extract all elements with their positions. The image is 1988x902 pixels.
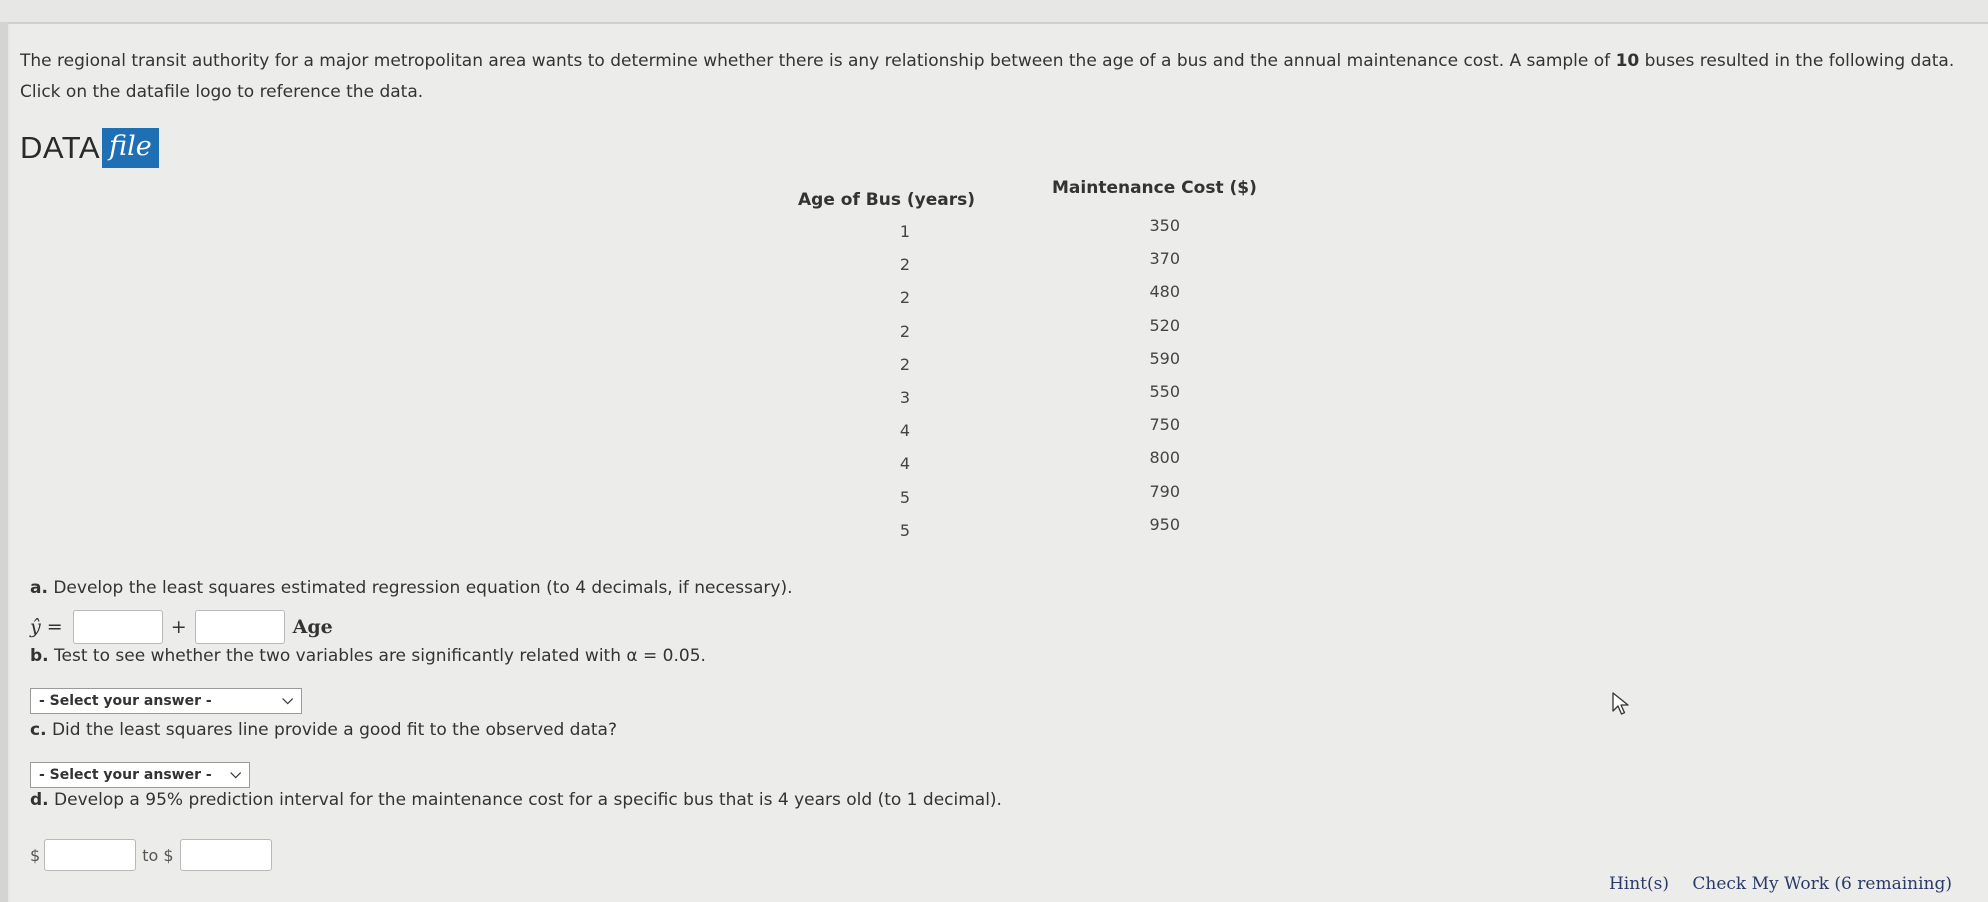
to-dollar-label: to $ [142, 845, 174, 865]
datafile-data-text: DATA [20, 130, 101, 165]
cost-column [1120, 216, 1180, 548]
age-cell: 1 [899, 222, 910, 241]
age-cell: 2 [899, 288, 910, 308]
age-cell: 5 [899, 487, 910, 507]
age-cell: 3 [899, 387, 910, 407]
age-column [870, 222, 910, 554]
age-cell: 5 [899, 520, 910, 540]
cost-cell: 480 [1149, 282, 1180, 302]
question-b [30, 646, 706, 666]
plus-sign: + [170, 616, 187, 638]
intro-text-before: The regional transit authority for a major metropolitan area wants to determine whether there is any relationship between the age of a bus and the annual maintenance cost. A sample of [20, 51, 1616, 71]
cost-cell: 790 [1149, 481, 1180, 501]
cost-cell: 550 [1149, 381, 1180, 401]
yhat-symbol: ŷ = [30, 616, 63, 638]
significance-select-value: - Select your answer - [39, 693, 212, 709]
cost-cell: 800 [1149, 448, 1180, 468]
datafile-logo[interactable] [20, 128, 159, 168]
cost-cell: 350 [1149, 216, 1180, 235]
lower-bound-input[interactable] [44, 839, 136, 871]
question-d-label: d. [30, 790, 49, 810]
cost-cell: 950 [1149, 514, 1180, 534]
age-cell: 2 [899, 354, 910, 374]
table-header-age: Age of Bus (years) [798, 190, 975, 210]
age-variable-label: Age [292, 616, 333, 638]
question-c-text: Did the least squares line provide a good fit to the observed data? [51, 720, 617, 740]
goodness-of-fit-select[interactable] [30, 762, 250, 788]
upper-bound-input[interactable] [180, 839, 272, 871]
question-d [30, 790, 1002, 810]
significance-select[interactable] [30, 688, 302, 714]
question-b-text: Test to see whether the two variables are significantly related with α = 0.05. [54, 646, 706, 666]
chevron-down-icon: ⌵ [282, 692, 293, 708]
question-c [30, 720, 617, 740]
prediction-interval [30, 838, 272, 872]
datafile-file-text: file [102, 128, 159, 168]
question-a-text: Develop the least squares estimated regression equation (to 4 decimals, if necessary). [53, 578, 793, 598]
hint-link[interactable]: Hint(s) [1608, 874, 1669, 894]
cost-cell: 750 [1149, 415, 1180, 435]
footer-links [1591, 874, 1952, 894]
sample-size: 10 [1615, 51, 1640, 71]
slope-input[interactable] [195, 610, 285, 644]
age-cell: 4 [899, 421, 910, 441]
question-b-label: b. [30, 646, 49, 666]
question-c-label: c. [30, 720, 47, 740]
intro-paragraph [20, 46, 1960, 108]
question-d-text: Develop a 95% prediction interval for the maintenance cost for a specific bus that is 4 years old (to 1 decimal). [54, 790, 1002, 810]
question-a-label: a. [30, 578, 48, 598]
age-cell: 2 [899, 255, 910, 275]
check-my-work-link[interactable]: Check My Work (6 remaining) [1692, 874, 1952, 894]
left-scroll-gutter [0, 22, 8, 902]
intro-text-after: buses resulted in the following data. Click on the datafile logo to reference the data. [20, 51, 1955, 102]
regression-equation [30, 610, 333, 644]
question-a [30, 578, 792, 598]
age-cell: 4 [899, 454, 910, 474]
dollar-sign: $ [30, 845, 41, 865]
mouse-cursor-icon [1612, 692, 1630, 716]
chevron-down-icon: ⌵ [230, 766, 241, 782]
goodness-of-fit-select-value: - Select your answer - [39, 767, 212, 783]
age-cell: 2 [899, 321, 910, 341]
intercept-input[interactable] [73, 610, 163, 644]
cost-cell: 370 [1149, 249, 1180, 269]
table-header-cost: Maintenance Cost ($) [1052, 178, 1257, 198]
cost-cell: 590 [1149, 348, 1180, 368]
question-panel [10, 24, 1988, 902]
cost-cell: 520 [1149, 315, 1180, 335]
